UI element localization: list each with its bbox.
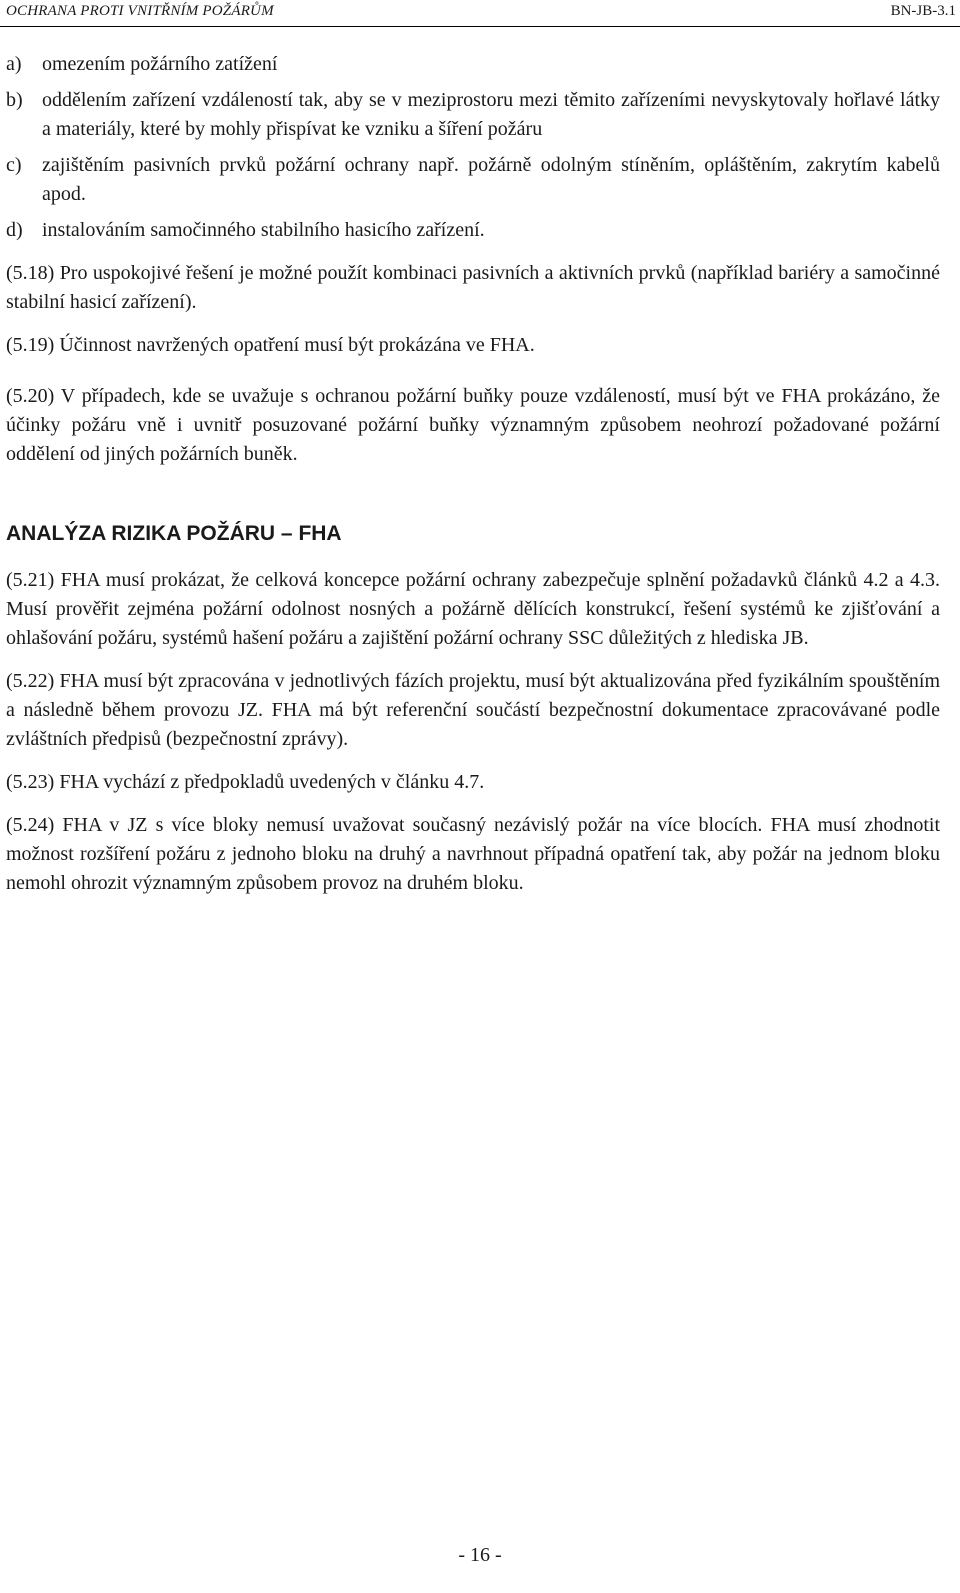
paragraph-5-19 xyxy=(6,331,940,360)
paragraph-number: (5.22) xyxy=(6,670,55,692)
paragraph-5-20 xyxy=(6,382,940,469)
paragraph-5-24 xyxy=(6,811,940,898)
paragraph-number: (5.21) xyxy=(6,569,55,591)
measures-list xyxy=(6,50,940,245)
paragraph-number: (5.23) xyxy=(6,771,55,793)
paragraph-text: FHA musí prokázat, že celková koncepce požární ochrany zabezpečuje splnění požadavků článků 4.2 a 4.3. Musí prověřit zejména požární odolnost nosných a požárně dělících konstrukcí, řešení systémů ke zjišťování a ohlašování požáru, systémů hašení požáru a zajištění požární ochrany SSC důležitých z hlediska JB. xyxy=(6,569,940,649)
list-text: instalováním samočinného stabilního hasicího zařízení. xyxy=(42,219,485,241)
paragraph-5-23 xyxy=(6,768,940,797)
paragraph-text: V případech, kde se uvažuje s ochranou požární buňky pouze vzdáleností, musí být ve FHA prokázáno, že účinky požáru vně i uvnitř posuzované požární buňky významným způsobem neohrozí požadované požární oddělení od jiných požárních buněk. xyxy=(6,385,940,465)
paragraph-text: FHA musí být zpracována v jednotlivých fázích projektu, musí být aktualizována před fyzikálním spouštěním a následně během provozu JZ. FHA má být referenční součástí bezpečnostní dokumentace zpracovávané podle zvláštních předpisů (bezpečnostní zprávy). xyxy=(6,670,941,750)
paragraph-5-22 xyxy=(6,667,940,754)
list-marker: a) xyxy=(6,53,22,75)
paragraph-text: FHA vychází z předpokladů uvedených v článku 4.7. xyxy=(59,771,485,793)
paragraph-number: (5.19) xyxy=(6,334,55,356)
list-item xyxy=(6,50,940,79)
list-marker: d) xyxy=(6,219,23,241)
list-marker: b) xyxy=(6,89,23,111)
header-title: OCHRANA PROTI VNITŘNÍM POŽÁRŮM xyxy=(6,3,274,19)
list-text: oddělením zařízení vzdáleností tak, aby se v meziprostoru mezi těmito zařízeními nevyskytovaly hořlavé látky a materiály, které by mohly přispívat ke vzniku a šíření požáru xyxy=(42,89,940,140)
list-item xyxy=(6,151,940,209)
paragraph-number: (5.18) xyxy=(6,262,55,284)
paragraph-5-18 xyxy=(6,259,940,317)
header-doc-code: BN-JB-3.1 xyxy=(890,3,956,19)
paragraph-number: (5.20) xyxy=(6,385,55,407)
paragraph-number: (5.24) xyxy=(6,814,55,836)
page-number: - 16 - xyxy=(458,1544,502,1566)
section-heading: ANALÝZA RIZIKA POŽÁRU – FHA xyxy=(6,522,342,545)
list-item xyxy=(6,86,940,144)
list-marker: c) xyxy=(6,154,22,176)
document-body xyxy=(6,50,940,898)
paragraph-text: Pro uspokojivé řešení je možné použít kombinaci pasivních a aktivních prvků (například bariéry a samočinné stabilní hasicí zařízení). xyxy=(6,262,940,313)
list-text: omezením požárního zatížení xyxy=(42,53,278,75)
paragraph-text: Účinnost navržených opatření musí být prokázána ve FHA. xyxy=(59,334,535,356)
paragraph-text: FHA v JZ s více bloky nemusí uvažovat současný nezávislý požár na více blocích. FHA musí zhodnotit možnost rozšíření požáru z jednoho bloku na druhý a navrhnout případná opatření tak, aby požár na jednom bloku nemohl ohrozit významným způsobem provoz na druhém bloku. xyxy=(6,814,941,894)
paragraph-5-21 xyxy=(6,566,940,653)
page-header xyxy=(0,0,960,27)
list-text: zajištěním pasivních prvků požární ochrany např. požárně odolným stíněním, opláštěním, zakrytím kabelů apod. xyxy=(42,154,940,205)
list-item xyxy=(6,216,940,245)
